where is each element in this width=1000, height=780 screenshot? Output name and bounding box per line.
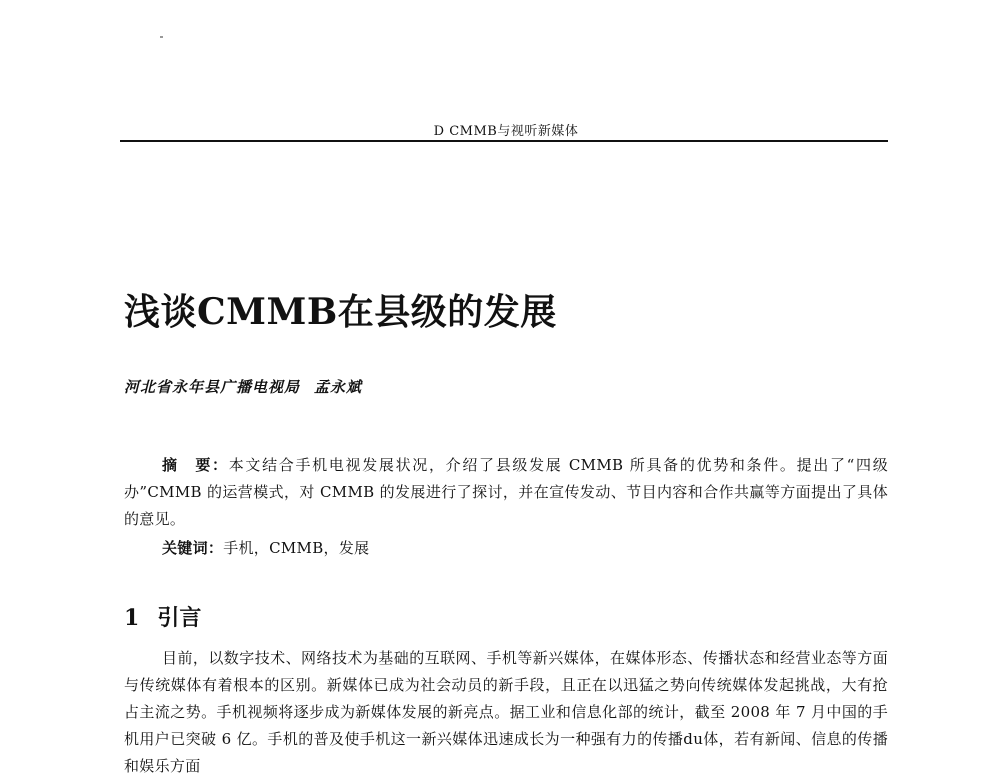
section-title: 引言	[157, 606, 202, 631]
abstract	[124, 452, 888, 533]
author-line	[124, 376, 362, 397]
keywords	[162, 537, 369, 558]
abstract-text: 本文结合手机电视发展状况，介绍了县级发展 CMMB 所具备的优势和条件。提出了“四级办”CMMB 的运营模式，对 CMMB 的发展进行了探讨，并在宣传发动、节目内容和合作共赢等方面提出了具体的意见。	[124, 456, 889, 528]
body-paragraph: 目前，以数字技术、网络技术为基础的互联网、手机等新兴媒体，在媒体形态、传播状态和经营业态等方面与传统媒体有着根本的区别。新媒体已成为社会动员的新手段，且正在以迅猛之势向传统媒体发起挑战，大有抢占主流之势。手机视频将逐步成为新媒体发展的新亮点。据工业和信息化部的统计，截至 2008 年 7 月中国的手机用户已突破 6 亿。手机的普及使手机这一新兴媒体迅速成长为一种强有力的传播du体，若有新闻、信息的传播和娱乐方面	[124, 649, 888, 775]
scan-mark	[160, 36, 163, 38]
running-header: D CMMB与视听新媒体	[433, 124, 579, 139]
section-number: 1	[124, 605, 140, 631]
keywords-label: 关键词：	[162, 539, 224, 557]
author-affiliation: 河北省永年县广播电视局	[124, 378, 301, 396]
keywords-text: 手机，CMMB，发展	[223, 539, 370, 557]
article-title: 浅谈CMMB在县级的发展	[124, 291, 557, 333]
author-name: 孟永斌	[314, 378, 363, 396]
abstract-label: 摘 要：	[162, 456, 229, 474]
section-heading-introduction	[124, 601, 201, 632]
header-rule	[120, 140, 888, 142]
